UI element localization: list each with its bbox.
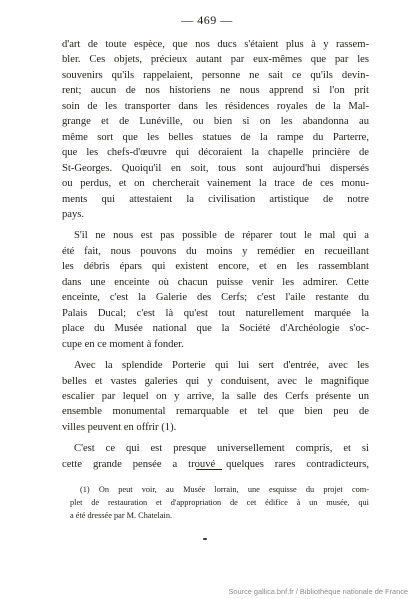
footnote-line: a été dressée par M. Chatelain. [70, 510, 173, 520]
footnote-line: (1) On peut voir, au Musée lorrain, une esquisse du projet com- [80, 485, 369, 494]
text-line: pays. [62, 208, 85, 220]
text-line: place du Musée national que la Société d'Archéologie s'oc- [62, 323, 369, 335]
text-line: les débris épars qui existent encore, et en les rassemblant [62, 261, 369, 273]
text-line: même sort que les belles statues de la rampe du Parterre, [62, 131, 369, 143]
text-line: ensemble monumental remarquable et tel que bien peu de [62, 406, 369, 418]
footnote [70, 484, 369, 522]
text-line: dans une enceinte où chacun puisse venir les admirer. Cette [62, 276, 369, 288]
text-line: C'est ce qui est presque universellement compris, et si [74, 443, 369, 455]
footnote-line: plet de restauration et d'appropriation de cet édifice à un musée, qui [70, 497, 369, 507]
text-line: enceinte, c'est la Galerie des Cerfs; c'est l'aile restante du [62, 292, 369, 304]
text-line: rent; aucun de nos historiens ne nous apprend si l'on prit [62, 85, 369, 97]
text-line: Palais Ducal; c'est là qu'est tout naturellement marquée la [62, 307, 369, 319]
text-line: belles et vastes galeries qui y conduisent, avec le magnifique [62, 375, 369, 387]
text-line: Avec la splendide Porterie qui lui sert d'entrée, avec les [74, 360, 369, 372]
source-credit: Source gallica.bnf.fr / Bibliothèque nationale de France [228, 587, 408, 596]
text-line: St-Georges. Quoiqu'il en soit, tous sont aujourd'hui dispersés [62, 162, 369, 174]
paragraph [62, 358, 369, 435]
footnote-divider [196, 469, 222, 470]
paragraph [62, 441, 369, 472]
text-line: S'il ne nous est pas possible de réparer tout le mal qui a [74, 230, 369, 242]
paragraph [62, 228, 369, 352]
body-text [62, 37, 369, 472]
printer-mark [203, 538, 207, 540]
text-line: d'art de toute espèce, que nos ducs s'étaient plus à y rassem- [62, 39, 369, 50]
text-line: bler. Ces objets, précieux autant par eux-mêmes que par les [62, 54, 369, 66]
text-line: cupe en ce moment à fonder. [62, 338, 184, 350]
text-line: escalier par lequel on y arrive, la salle des Cerfs présente un [62, 390, 369, 402]
page-number: — 469 — [181, 13, 233, 27]
text-line: cette grande pensée a trouvé quelques rares contradicteurs, [62, 458, 369, 470]
text-line: villes peuvent en offrir (1). [62, 421, 177, 433]
text-line: que les chefs-d'œuvre qui décoraient la chapelle princière de [62, 147, 369, 159]
text-line: ou perdus, et on chercherait vainement la trace de ces monu- [62, 178, 369, 190]
text-line: soin de les transporter dans les résidences royales de la Mal- [62, 100, 369, 112]
text-line: grange et de Lunéville, ou bien si on les abandonna au [62, 116, 369, 128]
text-line: souvenirs qu'ils rappelaient, personne ne sait ce qu'ils devin- [62, 69, 369, 81]
paragraph [62, 37, 369, 222]
text-line: été fait, nous pouvons du moins y remédier en recueillant [62, 245, 369, 257]
text-line: ments qui attestaient la civilisation artistique de notre [62, 193, 369, 205]
